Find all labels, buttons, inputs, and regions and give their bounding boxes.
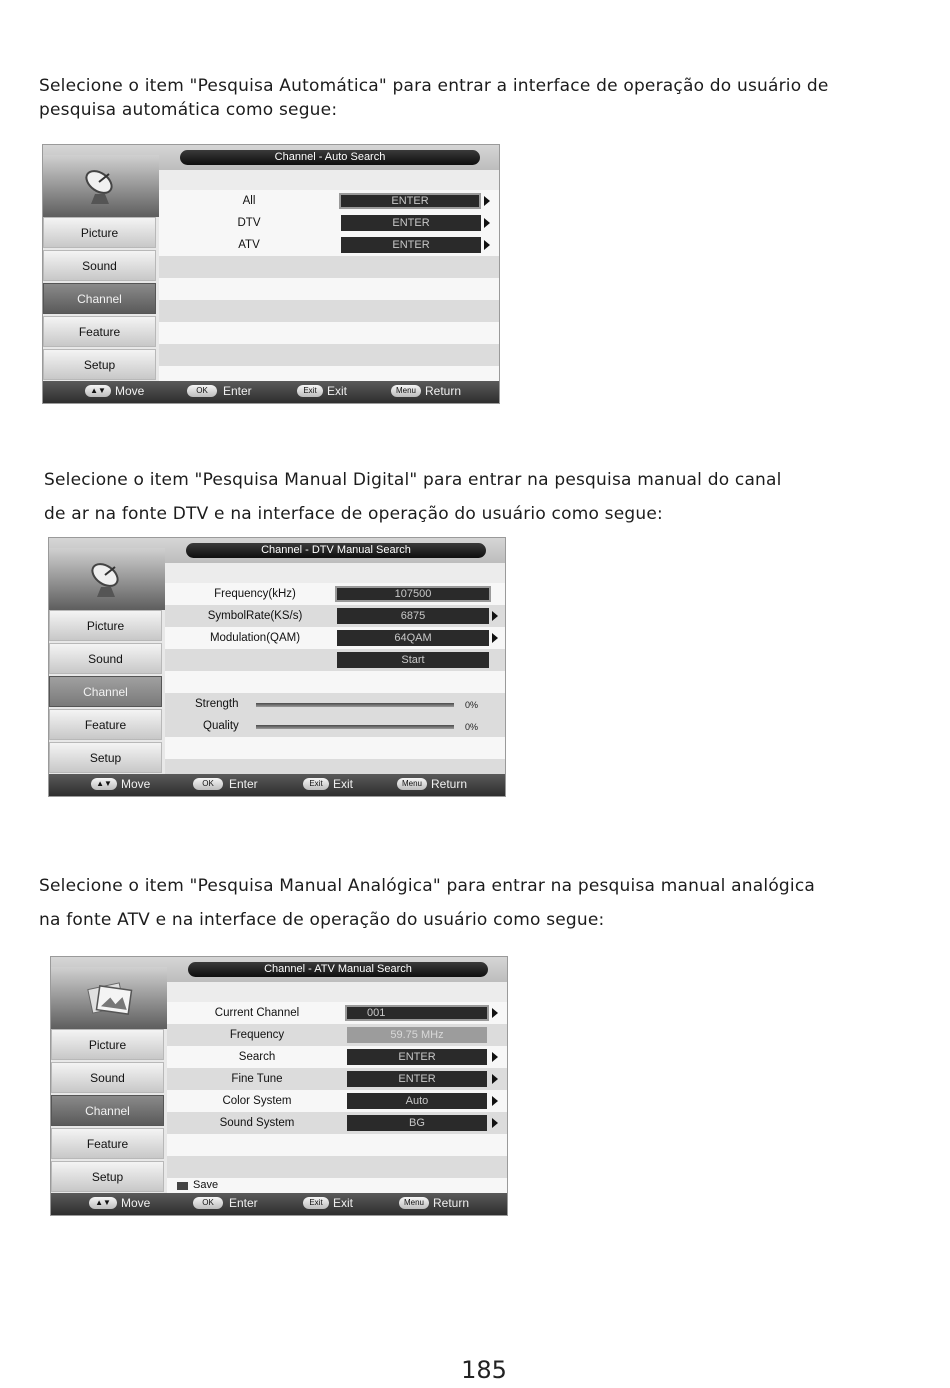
menu-sound[interactable]: Sound bbox=[49, 643, 162, 674]
right-arrow-icon bbox=[492, 1074, 498, 1084]
row-quality bbox=[165, 715, 506, 737]
right-arrow-icon bbox=[492, 1008, 498, 1018]
row-sound-system[interactable] bbox=[167, 1112, 508, 1134]
current-channel-value[interactable]: 001 bbox=[345, 1005, 489, 1021]
row-color-system[interactable] bbox=[167, 1090, 508, 1112]
footer-move: Move bbox=[121, 777, 151, 791]
right-arrow-icon bbox=[484, 240, 490, 250]
fine-tune-enter-button[interactable]: ENTER bbox=[347, 1071, 487, 1087]
quality-bar bbox=[256, 725, 454, 729]
row-label: Sound System bbox=[219, 1117, 295, 1129]
strength-label: Strength bbox=[195, 698, 239, 710]
intro-atv-search bbox=[39, 876, 815, 944]
save-label[interactable]: Save bbox=[193, 1179, 219, 1191]
empty-row bbox=[167, 1156, 508, 1178]
footer-return: Return bbox=[431, 777, 468, 791]
color-system-value[interactable]: Auto bbox=[347, 1093, 487, 1109]
exit-key-icon: Exit bbox=[303, 778, 329, 790]
strength-bar bbox=[256, 703, 454, 707]
row-label: Fine Tune bbox=[231, 1073, 283, 1085]
footer-exit: Exit bbox=[333, 777, 354, 791]
page-number: 185 bbox=[461, 1356, 507, 1384]
enter-button[interactable]: ENTER bbox=[341, 237, 481, 253]
intro-dtv-line-1: Selecione o item "Pesquisa Manual Digital" para entrar na pesquisa manual do canal bbox=[44, 470, 782, 490]
empty-row bbox=[165, 737, 506, 759]
menu-sound[interactable]: Sound bbox=[43, 250, 156, 281]
menu-feature[interactable]: Feature bbox=[51, 1128, 164, 1159]
osd-title: Channel - ATV Manual Search bbox=[188, 962, 488, 977]
save-row[interactable] bbox=[167, 1178, 508, 1194]
row-atv[interactable] bbox=[159, 234, 500, 256]
modulation-value[interactable]: 64QAM bbox=[337, 630, 489, 646]
row-symbol-rate[interactable] bbox=[165, 605, 506, 627]
osd-content bbox=[165, 563, 506, 775]
row-label: SymbolRate(KS/s) bbox=[207, 610, 303, 622]
exit-key-icon: Exit bbox=[297, 385, 323, 397]
osd-footer bbox=[43, 381, 499, 403]
menu-picture[interactable]: Picture bbox=[49, 610, 162, 641]
exit-key-icon: Exit bbox=[303, 1197, 329, 1209]
osd-side-menu bbox=[51, 967, 167, 1195]
row-frequency[interactable] bbox=[165, 583, 506, 605]
osd-footer bbox=[51, 1193, 507, 1215]
menu-channel[interactable]: Channel bbox=[43, 283, 156, 314]
row-label: Frequency bbox=[229, 1029, 285, 1041]
menu-feature[interactable]: Feature bbox=[49, 709, 162, 740]
menu-key-icon: Menu bbox=[397, 778, 427, 790]
osd-title: Channel - DTV Manual Search bbox=[186, 543, 486, 558]
row-start[interactable] bbox=[165, 649, 506, 671]
photo-icon bbox=[51, 967, 167, 1029]
intro-atv-line-1: Selecione o item "Pesquisa Manual Analógica" para entrar na pesquisa manual analógica bbox=[39, 876, 815, 896]
osd-side-menu bbox=[43, 155, 159, 383]
footer-exit: Exit bbox=[333, 1196, 354, 1210]
menu-channel[interactable]: Channel bbox=[51, 1095, 164, 1126]
menu-key-icon: Menu bbox=[391, 385, 421, 397]
right-arrow-icon bbox=[492, 1118, 498, 1128]
empty-row bbox=[159, 256, 500, 278]
row-strength bbox=[165, 693, 506, 715]
footer-return: Return bbox=[425, 384, 462, 398]
frequency-value: 59.75 MHz bbox=[347, 1027, 487, 1043]
footer-enter: Enter bbox=[229, 777, 258, 791]
move-key-icon: ▲▼ bbox=[89, 1197, 117, 1209]
osd-content bbox=[159, 170, 500, 382]
save-indicator-icon bbox=[177, 1182, 188, 1190]
osd-content bbox=[167, 982, 508, 1194]
osd-footer bbox=[49, 774, 505, 796]
satellite-dish-icon bbox=[43, 155, 159, 217]
empty-row bbox=[159, 278, 500, 300]
satellite-dish-icon bbox=[49, 548, 165, 610]
osd-title: Channel - Auto Search bbox=[180, 150, 480, 165]
empty-row bbox=[159, 344, 500, 366]
start-button[interactable]: Start bbox=[337, 652, 489, 668]
menu-picture[interactable]: Picture bbox=[51, 1029, 164, 1060]
row-fine-tune[interactable] bbox=[167, 1068, 508, 1090]
row-modulation[interactable] bbox=[165, 627, 506, 649]
frequency-value[interactable]: 107500 bbox=[335, 586, 491, 602]
footer-return: Return bbox=[433, 1196, 470, 1210]
intro-auto-line-2: pesquisa automática como segue: bbox=[39, 100, 338, 120]
empty-row bbox=[159, 322, 500, 344]
row-dtv[interactable] bbox=[159, 212, 500, 234]
empty-row bbox=[165, 671, 506, 693]
menu-setup[interactable]: Setup bbox=[51, 1161, 164, 1192]
ok-key-icon: OK bbox=[193, 778, 223, 790]
menu-sound[interactable]: Sound bbox=[51, 1062, 164, 1093]
osd-dtv-manual-search bbox=[48, 537, 506, 797]
strength-value: 0% bbox=[465, 700, 479, 710]
move-key-icon: ▲▼ bbox=[91, 778, 117, 790]
row-current-channel[interactable] bbox=[167, 1002, 508, 1024]
footer-move: Move bbox=[121, 1196, 151, 1210]
menu-picture[interactable]: Picture bbox=[43, 217, 156, 248]
row-all[interactable] bbox=[159, 190, 500, 212]
quality-value: 0% bbox=[465, 722, 479, 732]
right-arrow-icon bbox=[492, 1096, 498, 1106]
row-label: Search bbox=[238, 1051, 276, 1063]
osd-atv-manual-search bbox=[50, 956, 508, 1216]
right-arrow-icon bbox=[484, 218, 490, 228]
empty-row bbox=[165, 759, 506, 775]
right-arrow-icon bbox=[492, 633, 498, 643]
right-arrow-icon bbox=[484, 196, 490, 206]
row-search[interactable] bbox=[167, 1046, 508, 1068]
row-label: DTV bbox=[237, 217, 261, 229]
empty-row bbox=[167, 1134, 508, 1156]
menu-channel[interactable]: Channel bbox=[49, 676, 162, 707]
move-key-icon: ▲▼ bbox=[85, 385, 111, 397]
enter-button[interactable]: ENTER bbox=[339, 193, 481, 209]
row-label: Modulation(QAM) bbox=[209, 632, 301, 644]
empty-row bbox=[159, 300, 500, 322]
ok-key-icon: OK bbox=[193, 1197, 223, 1209]
footer-exit: Exit bbox=[327, 384, 348, 398]
intro-auto-line-1: Selecione o item "Pesquisa Automática" para entrar a interface de operação do usuário de bbox=[39, 76, 829, 96]
footer-move: Move bbox=[115, 384, 145, 398]
row-label: Frequency(kHz) bbox=[214, 588, 296, 600]
osd-side-menu bbox=[49, 548, 165, 776]
footer-enter: Enter bbox=[223, 384, 252, 398]
intro-dtv-search bbox=[44, 470, 782, 538]
search-enter-button[interactable]: ENTER bbox=[347, 1049, 487, 1065]
row-label: Current Channel bbox=[214, 1007, 300, 1019]
quality-label: Quality bbox=[203, 720, 239, 732]
ok-key-icon: OK bbox=[187, 385, 217, 397]
osd-auto-search bbox=[42, 144, 500, 404]
symbol-rate-value[interactable]: 6875 bbox=[337, 608, 489, 624]
empty-row bbox=[159, 366, 500, 382]
intro-dtv-line-2: de ar na fonte DTV e na interface de operação do usuário como segue: bbox=[44, 504, 663, 524]
sound-system-value[interactable]: BG bbox=[347, 1115, 487, 1131]
row-label: Color System bbox=[222, 1095, 292, 1107]
row-label: ATV bbox=[238, 239, 260, 251]
right-arrow-icon bbox=[492, 1052, 498, 1062]
enter-button[interactable]: ENTER bbox=[341, 215, 481, 231]
row-frequency bbox=[167, 1024, 508, 1046]
menu-feature[interactable]: Feature bbox=[43, 316, 156, 347]
row-label: All bbox=[242, 195, 256, 207]
intro-atv-line-2: na fonte ATV e na interface de operação do usuário como segue: bbox=[39, 910, 605, 930]
menu-setup[interactable]: Setup bbox=[43, 349, 156, 380]
intro-auto-search bbox=[39, 76, 829, 124]
menu-setup[interactable]: Setup bbox=[49, 742, 162, 773]
menu-key-icon: Menu bbox=[399, 1197, 429, 1209]
right-arrow-icon bbox=[492, 611, 498, 621]
footer-enter: Enter bbox=[229, 1196, 258, 1210]
